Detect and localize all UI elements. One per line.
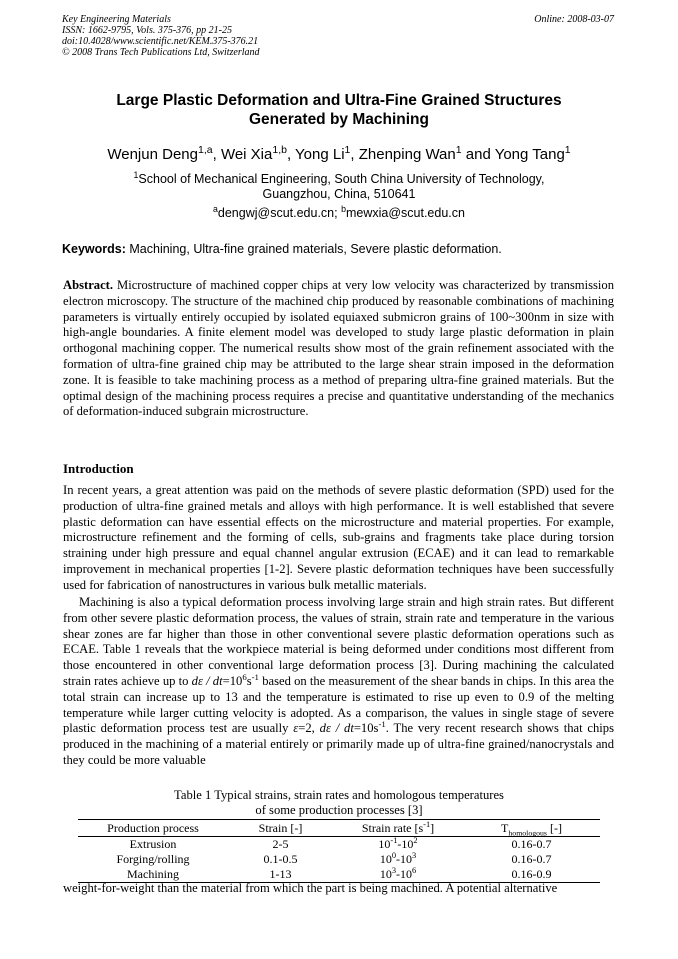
cell-process: Machining [78,867,228,883]
email-link[interactable]: mewxia@scut.edu.cn [345,206,465,220]
affil-marker: 1 [133,169,139,180]
rate-base: -10 [396,867,412,881]
cell-strain: 2-5 [272,837,289,851]
rate-base: -10 [396,852,412,866]
column-header-temperature [463,820,600,837]
math-text: =10 [222,673,243,688]
author-name: Wei Xia [220,146,273,163]
author-emails [0,203,678,220]
affiliation-line-1: School of Mechanical Engineering, South China University of Technology, [138,172,545,186]
email-marker: a [213,203,218,214]
table-header-row [78,820,600,837]
caption-line-1: Table 1 Typical strains, strain rates and homologous temperatures [174,788,504,802]
column-header-strain-rate [333,820,463,837]
author-list: Wenjun Deng$^{1,a}$, Wei Xia$^{1,b}$, Yong Li$^1$, Zhenping Wan$^1$ and Yong Tang$^1$ [107,144,571,163]
cell-strain: 0.1-0.5 [263,852,298,866]
caption-line-2: of some production processes [3] [255,803,423,817]
math-text: =10s [353,721,379,736]
header-subscript: homologous [508,828,547,838]
email-link[interactable]: dengwj@scut.edu.cn; [217,206,338,220]
data-table [78,819,600,883]
copyright-line: © 2008 Trans Tech Publications Ltd, Switzerland [62,47,260,58]
cell-temperature: 0.16-0.7 [511,837,552,851]
rate-base: 10 [379,867,392,881]
math-exponent: 6 [242,671,247,682]
math-exponent: -1 [378,719,386,730]
keywords [62,242,502,256]
paper-title [0,91,678,129]
math-expression: dε / dt [319,721,354,736]
rate-exponent: 3 [391,866,396,875]
section-heading: Introduction [63,461,134,476]
affiliation [0,169,678,202]
math-text: =2, [298,721,315,736]
rate-exponent: 2 [413,836,418,845]
author-affil-marker: 1,b [272,144,287,156]
header-exponent: -1 [423,820,431,829]
column-header-process: Production process [78,820,228,837]
journal-name: Key Engineering Materials [62,14,171,25]
cell-temperature: 0.16-0.7 [511,852,552,866]
table-caption [0,788,678,818]
cell-process: Forging/rolling [116,852,190,866]
intro-paragraph-2 [63,595,614,769]
rate-base: 10 [379,852,392,866]
author-conjunction: and [465,146,491,163]
author-name: Yong Li [295,146,345,163]
header-text: Strain rate [s [361,821,424,835]
title-line-1: Large Plastic Deformation and Ultra-Fine Grained Structures [116,92,562,109]
rate-exponent: -1 [390,836,398,845]
table-row [78,852,600,867]
table-row [78,837,600,853]
header-text: ] [430,821,435,835]
abstract-text: Microstructure of machined copper chips at very low velocity was characterized by transmission electron microscopy. The structure of the machined chip produced by reasonable combinations of machining parameters is virtually entirely occupied by isolated equiaxed submicron grains of 100~300nm in size with high-angle boundaries. A finite element model was developed to study large plastic deformation in plain orthogonal machining copper. The numerical results show most of the grain refinement associated with the formation of ultra-fine grained chip may be attributed to the large shear strain imposed in the deformation zone. It is feasible to take machining process as a method of preparing ultra-fine grained materials. But the optimal design of the machining process requires a precise and quantitative understanding of the mechanics of deformation-induced subgrain microstructure. [63,278,614,419]
online-date: Online: 2008-03-07 [534,14,614,25]
header-text: [-] [549,821,562,835]
rate-base: 10 [378,837,391,851]
author-affil-marker: 1 [344,144,351,156]
author-affil-marker: 1 [455,144,462,156]
author-name: Zhenping Wan [358,146,456,163]
author-affil-marker: 1 [564,144,571,156]
column-header-strain: Strain [-] [228,820,333,837]
abstract-label: Abstract. [63,278,114,292]
keywords-text: Machining, Ultra-fine grained materials, Severe plastic deformation. [129,242,502,256]
cell-strain-rate [333,852,463,867]
author-affil-marker: 1,a [197,144,213,156]
header-text: T [501,821,509,835]
math-exponent: -1 [251,671,259,682]
doi-line: doi:10.4028/www.scientific.net/KEM.375-376.21 [62,36,259,47]
rate-base: -10 [397,837,414,851]
issn-line: ISSN: 1662-9795, Vols. 375-376, pp 21-25 [62,25,232,36]
cell-strain: 1-13 [228,867,333,883]
paragraph-text: . The very recent research shows that chips produced in the machining of a material entirely or primarily made up of ultra-fine grained/nanocrystals and they could be more valuable [63,721,614,767]
paragraph-text: based on the measurement of the shear bands in chips. In this area the total strain can increase up to 13 and the temperature is estimated to rise up even to 0.9 of the melting temperature while larger cutting velocity is adopted. As a comparison, the values in single stage of severe plastic deformation process test are usually [63,673,615,736]
author-name: Wenjun Deng [107,146,198,163]
rate-exponent: 6 [412,866,417,875]
intro-paragraph-1: In recent years, a great attention was paid on the methods of severe plastic deformation (SPD) used for the production of ultra-fine grained metals and alloys with high performance. It is well established that severe plastic deformation can have essential effects on the microstructure and material properties. For example, microstructure refinement and the forming of cells, sub-grains and fragments take place during torsion straining under high pressure and equal channel angular extrusion (ECAE) and it can lead to remarkable improvement in mechanical properties [1-2]. Severe plastic deformation techniques have been successfully used for fabrication of nanostructures in various bulk metallic materials. [63,483,614,592]
paragraph-text: Machining is also a typical deformation process involving large strain and high strain rates. But different from other severe plastic deformation process, the values of strain, strain rate and temperature in the various shear zones are far higher than those in other conventional severe plastic deformation operations such as ECAE. Table 1 reveals that the workpiece material is being deformed under conditions most different from those encountered in other conventional large deformation process [3]. During machining the calculated strain rates achieve up to [63,595,614,688]
title-line-2: Generated by Machining [248,111,429,128]
keywords-label: Keywords: [62,242,126,256]
email-marker: b [341,203,346,214]
cell-strain-rate [333,837,463,853]
continuation-text: weight-for-weight than the material from which the part is being machined. A potential alternative [63,881,558,895]
math-unit: s [246,673,252,688]
rate-exponent: 3 [412,851,417,860]
affiliation-line-2: Guangzhou, China, 510641 [262,187,416,201]
cell-temperature: 0.16-0.9 [463,867,600,883]
abstract-paragraph [63,278,614,420]
math-symbol: ε [293,721,299,736]
math-expression: dε / dt [191,673,223,688]
rate-exponent: 0 [391,851,396,860]
journal-header [62,14,260,58]
author-name: Yong Tang [494,146,565,163]
cell-process: Extrusion [129,837,177,851]
